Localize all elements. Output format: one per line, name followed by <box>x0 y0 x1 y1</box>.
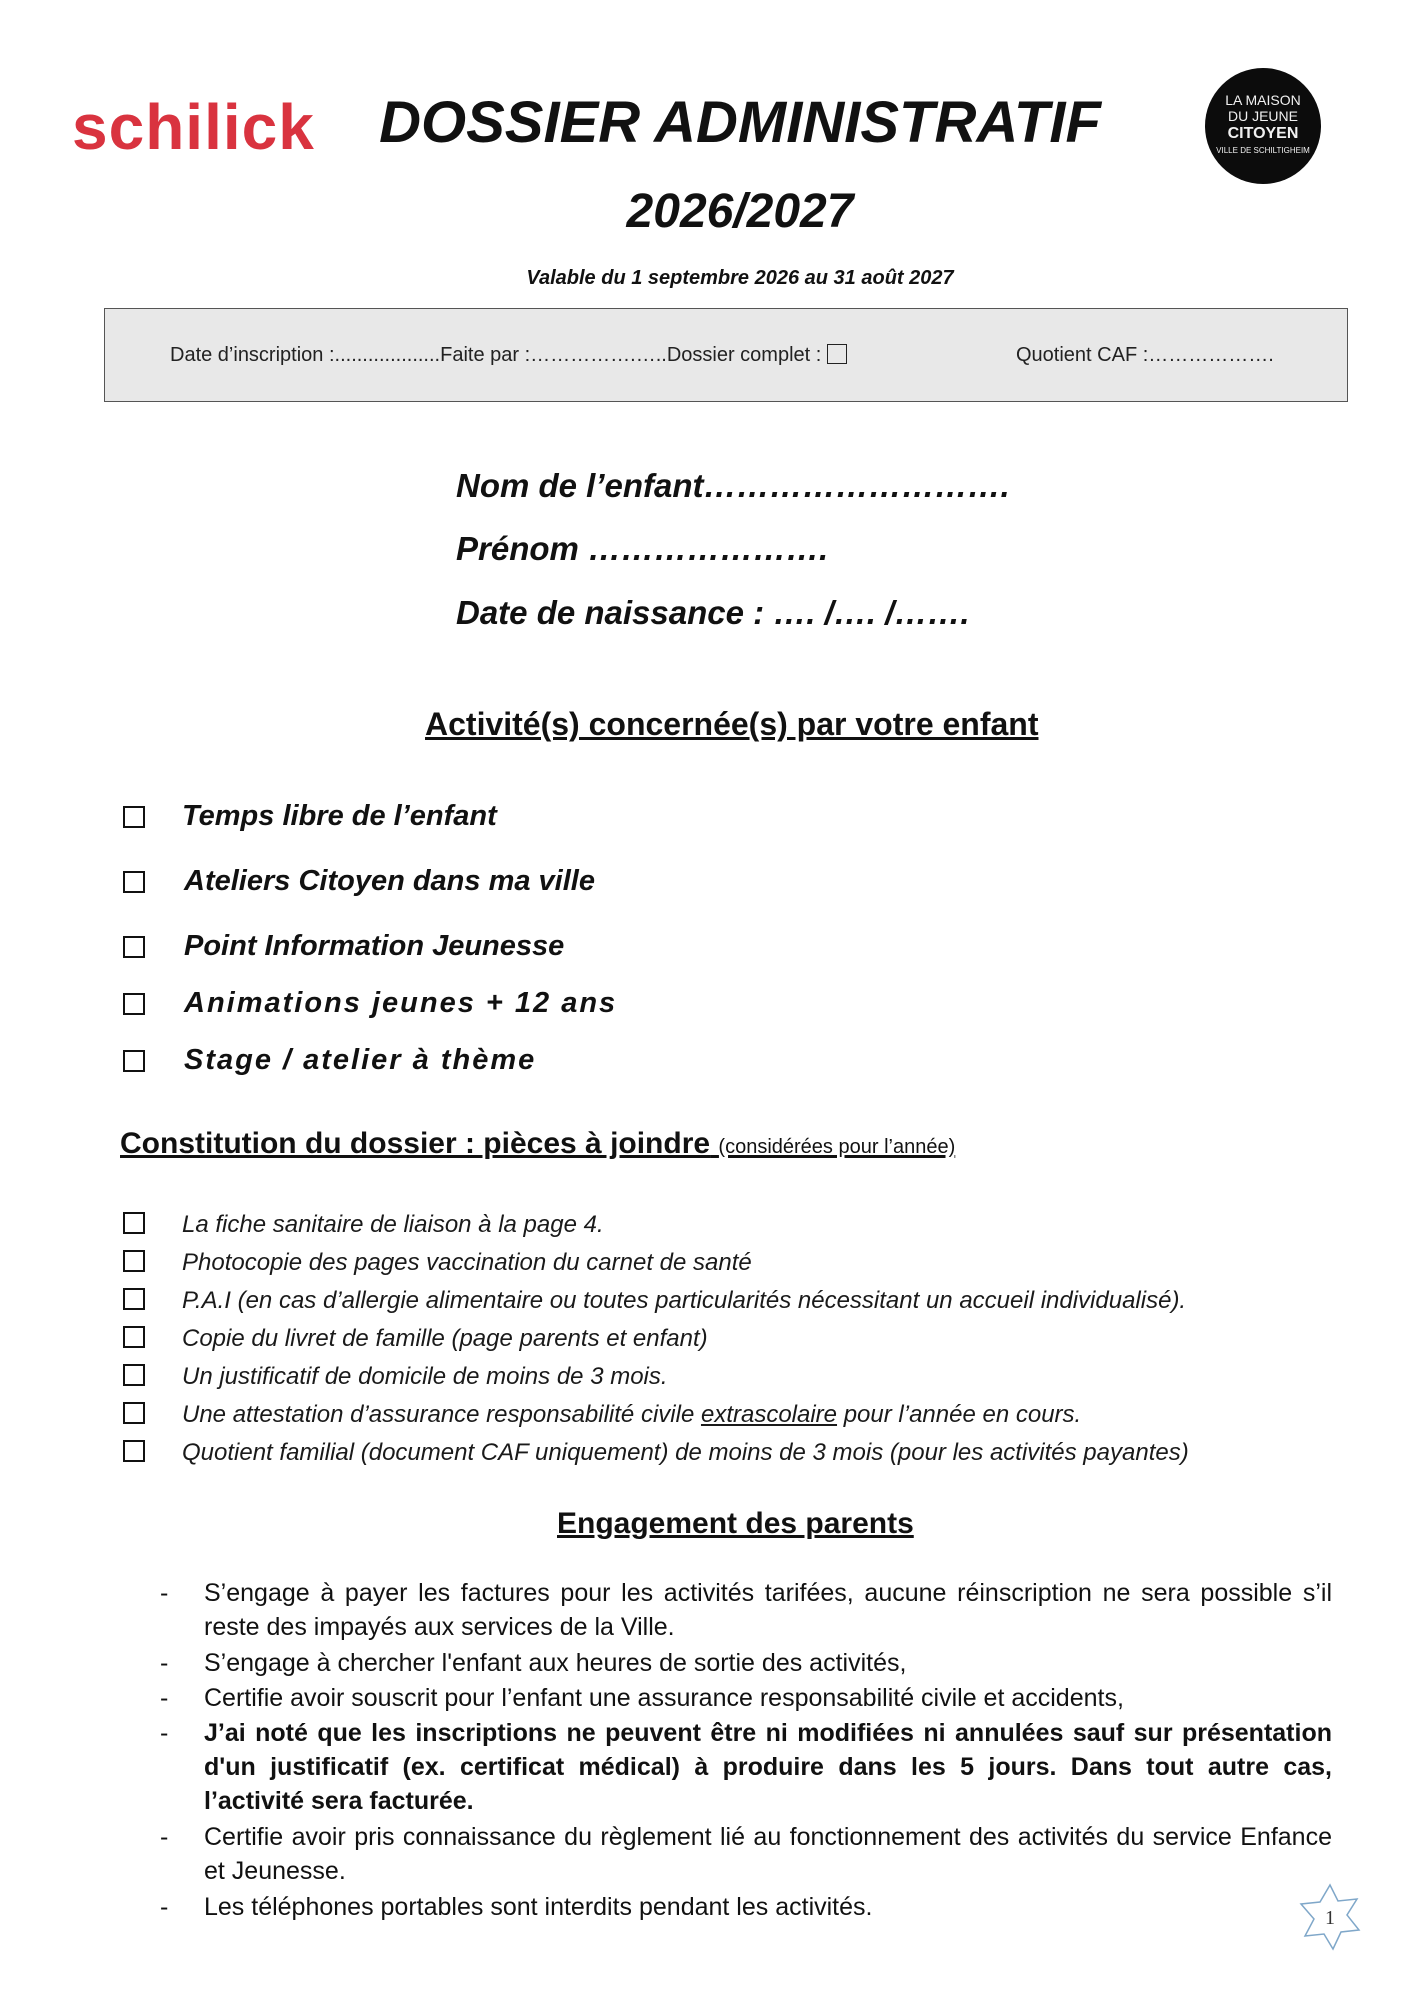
activity-label: Temps libre de l’enfant <box>182 800 497 832</box>
page-number: 1 <box>1325 1907 1335 1929</box>
schilick-logo: schilick <box>72 91 315 163</box>
engagement-item: Certifie avoir souscrit pour l’enfant une assurance responsabilité civile et accidents, <box>204 1684 1124 1712</box>
list-bullet: - <box>160 1823 169 1851</box>
piece-insurance-text: Une attestation d’assurance responsabilité civile <box>182 1401 695 1428</box>
piece-label-insurance <box>182 1400 1081 1430</box>
piece-insurance-tail: pour l’année en cours. <box>843 1401 1082 1428</box>
piece-label: Copie du livret de famille (page parents et enfant) <box>182 1325 708 1352</box>
piece-checkbox[interactable] <box>123 1250 145 1272</box>
pieces-heading-note: (considérées pour l’année) <box>718 1136 956 1158</box>
piece-checkbox[interactable] <box>123 1440 145 1462</box>
pieces-heading <box>120 1124 955 1167</box>
activity-checkbox[interactable] <box>123 871 145 893</box>
logo-line-1: LA MAISON <box>1225 92 1301 108</box>
engagement-item: Certifie avoir pris connaissance du règlement lié au fonctionnement des activités du service Enfance et Jeunesse. <box>204 1823 1332 1885</box>
quotient-caf-field[interactable]: Quotient CAF :………………. <box>1016 344 1274 366</box>
list-bullet: - <box>160 1684 169 1712</box>
piece-checkbox[interactable] <box>123 1212 145 1234</box>
dossier-complet-checkbox[interactable] <box>827 344 847 364</box>
list-bullet: - <box>160 1719 169 1747</box>
child-birthdate-field[interactable]: Date de naissance : …. /…. /……. <box>456 594 970 631</box>
logo-line-3: CITOYEN <box>1227 125 1299 142</box>
dossier-complet-label: Dossier complet : <box>666 344 822 366</box>
list-bullet: - <box>160 1579 169 1607</box>
engagement-item: S’engage à payer les factures pour les activités tarifées, aucune réinscription ne sera possible s’il reste des impayés aux services de la Ville. <box>204 1579 1332 1641</box>
pieces-heading-text: Constitution du dossier : pièces à joindre <box>120 1127 711 1160</box>
engagement-item: S’engage à chercher l'enfant aux heures de sortie des activités, <box>204 1649 907 1677</box>
child-firstname-field[interactable]: Prénom …………………. <box>456 530 829 567</box>
piece-insurance-underlined: extrascolaire <box>700 1401 838 1428</box>
piece-checkbox[interactable] <box>123 1364 145 1386</box>
piece-label: La fiche sanitaire de liaison à la page 4. <box>182 1211 604 1238</box>
activity-checkbox[interactable] <box>123 936 145 958</box>
document-title: DOSSIER ADMINISTRATIF <box>379 90 1101 155</box>
activity-label: Point Information Jeunesse <box>184 930 565 962</box>
piece-checkbox[interactable] <box>123 1288 145 1310</box>
activities-heading: Activité(s) concernée(s) par votre enfant <box>425 706 1039 742</box>
logo-line-2: DU JEUNE <box>1227 108 1298 124</box>
activity-label: Stage / atelier à thème <box>184 1044 537 1076</box>
engagement-item-bold: J’ai noté que les inscriptions ne peuvent être ni modifiées ni annulées sauf sur présentation d'un justificatif (ex. certificat médical) à produire dans les 5 jours. Dans tout autre cas, l’activité sera facturée. <box>204 1719 1332 1815</box>
piece-label: Quotient familial (document CAF uniquement) de moins de 3 mois (pour les activités payantes) <box>182 1439 1189 1466</box>
document-year: 2026/2027 <box>626 185 854 238</box>
engagement-item: Les téléphones portables sont interdits pendant les activités. <box>204 1893 873 1921</box>
piece-label: Photocopie des pages vaccination du carnet de santé <box>182 1249 752 1276</box>
faite-par-field[interactable]: Faite par :…………….….. <box>440 344 667 366</box>
page-number-star-icon <box>1295 1882 1365 1952</box>
activity-label: Animations jeunes + 12 ans <box>184 987 618 1019</box>
date-inscription-field[interactable]: Date d’inscription :................... <box>170 344 441 366</box>
activity-label: Ateliers Citoyen dans ma ville <box>184 865 595 897</box>
child-name-field[interactable]: Nom de l’enfant………………………. <box>456 467 1010 504</box>
list-bullet: - <box>160 1649 169 1677</box>
maison-jeune-citoyen-logo <box>1205 68 1321 184</box>
piece-checkbox[interactable] <box>123 1326 145 1348</box>
activity-checkbox[interactable] <box>123 993 145 1015</box>
admin-field-line <box>170 342 847 368</box>
piece-checkbox[interactable] <box>123 1402 145 1424</box>
list-bullet: - <box>160 1893 169 1921</box>
validity-period: Valable du 1 septembre 2026 au 31 août 2027 <box>526 267 954 289</box>
activity-checkbox[interactable] <box>123 1050 145 1072</box>
logo-line-4: VILLE DE SCHILTIGHEIM <box>1216 146 1310 155</box>
activity-checkbox[interactable] <box>123 806 145 828</box>
piece-label: P.A.I (en cas d’allergie alimentaire ou toutes particularités nécessitant un accueil individualisé). <box>182 1287 1187 1314</box>
piece-label: Un justificatif de domicile de moins de 3 mois. <box>182 1363 668 1390</box>
engagement-heading: Engagement des parents <box>557 1507 914 1540</box>
